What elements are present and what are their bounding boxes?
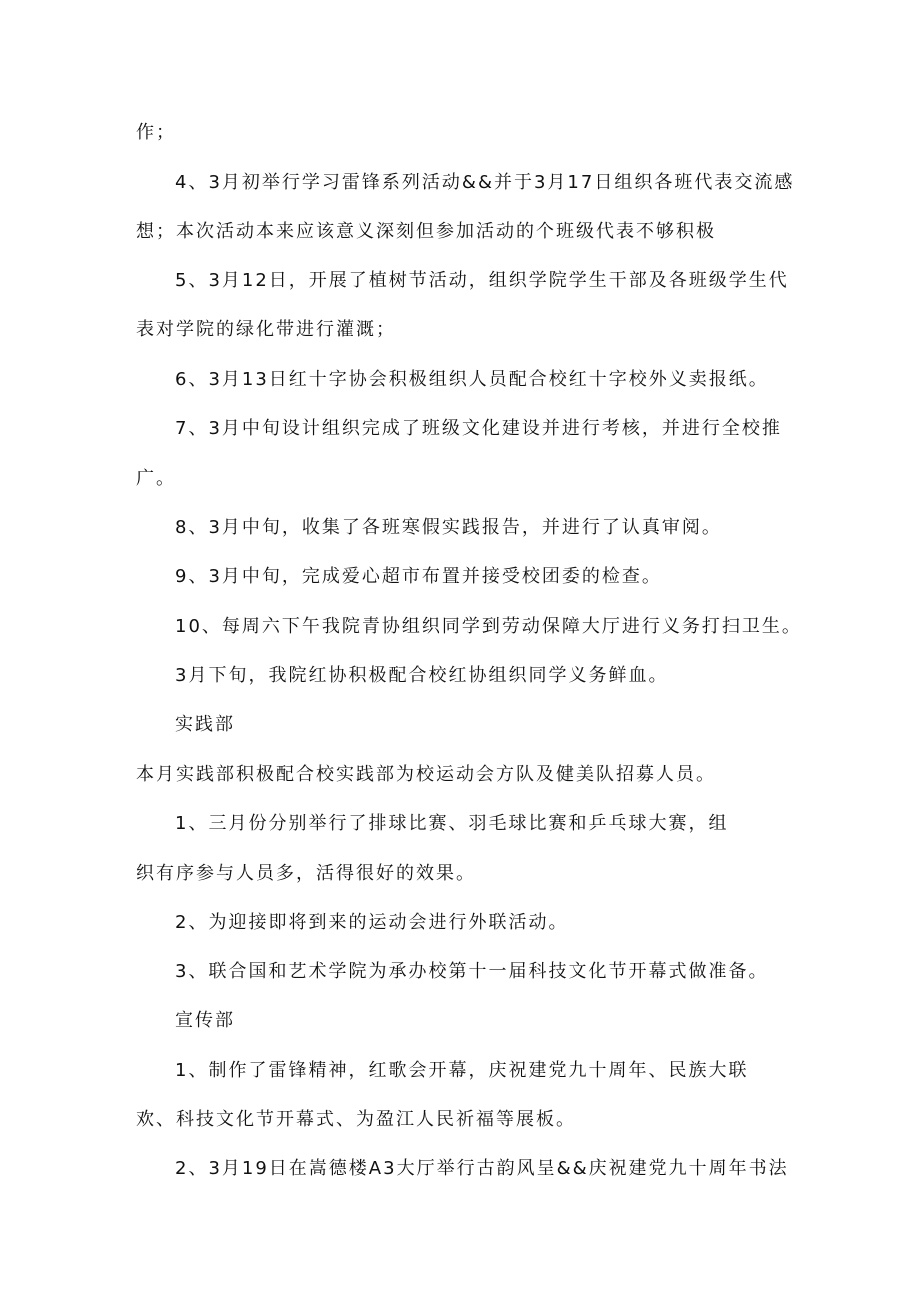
paragraph-line: 3、联合国和艺术学院为承办校第十一届科技文化节开幕式做准备。: [175, 961, 769, 982]
paragraph-line: 表对学院的绿化带进行灌溉；: [136, 319, 396, 340]
paragraph-line: 织有序参与人员多，活得很好的效果。: [136, 863, 476, 884]
paragraph-line: 6、3月13日红十字协会积极组织人员配合校红十字校外义卖报纸。: [175, 369, 769, 390]
paragraph-line: 3月下旬，我院红协积极配合校红协组织同学义务鲜血。: [175, 665, 669, 686]
paragraph-line: 欢、科技文化节开幕式、为盈江人民祈福等展板。: [136, 1109, 576, 1130]
paragraph-line: 2、3月19日在嵩德楼A3大厅举行古韵风呈&&庆祝建党九十周年书法: [175, 1158, 789, 1179]
paragraph-line: 8、3月中旬，收集了各班寒假实践报告，并进行了认真审阅。: [175, 517, 722, 538]
paragraph-line: 4、3月初举行学习雷锋系列活动&&并于3月17日组织各班代表交流感: [175, 172, 795, 193]
paragraph-line: 10、每周六下午我院青协组织同学到劳动保障大厅进行义务打扫卫生。: [175, 616, 802, 637]
paragraph-line: 本月实践部积极配合校实践部为校运动会方队及健美队招募人员。: [136, 764, 716, 785]
paragraph-line: 5、3月12日，开展了植树节活动，组织学院学生干部及各班级学生代: [175, 270, 789, 291]
paragraph-line: 2、为迎接即将到来的运动会进行外联活动。: [175, 912, 569, 933]
paragraph-line: 7、3月中旬设计组织完成了班级文化建设并进行考核，并进行全校推: [175, 418, 782, 439]
paragraph-line: 广。: [136, 468, 176, 489]
section-heading: 宣传部: [175, 1010, 235, 1031]
paragraph-line: 9、3月中旬，完成爱心超市布置并接受校团委的检查。: [175, 566, 662, 587]
paragraph-line: 1、制作了雷锋精神，红歌会开幕，庆祝建党九十周年、民族大联: [175, 1060, 749, 1081]
paragraph-line: 1、三月份分别举行了排球比赛、羽毛球比赛和乒乓球大赛，组: [175, 813, 729, 834]
section-heading: 实践部: [175, 714, 235, 735]
paragraph-line: 作；: [136, 122, 176, 143]
paragraph-line: 想；本次活动本来应该意义深刻但参加活动的个班级代表不够积极: [136, 221, 716, 242]
